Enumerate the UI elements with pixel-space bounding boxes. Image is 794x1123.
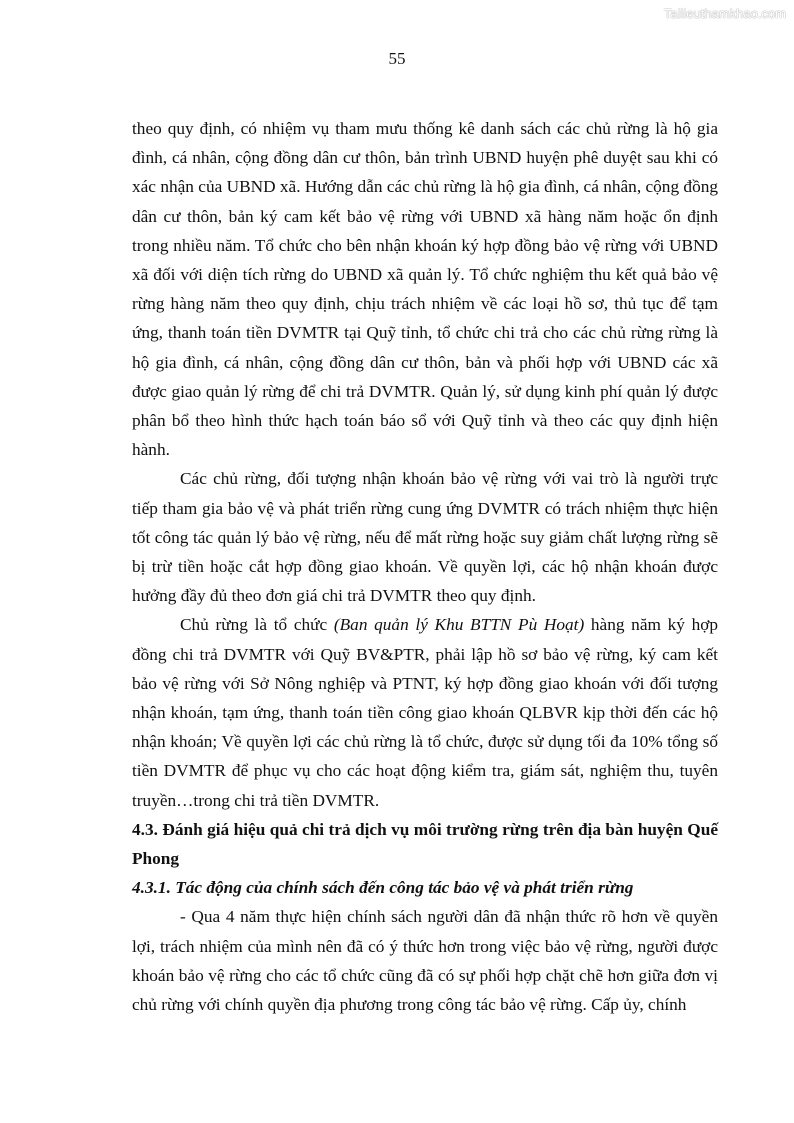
- watermark-text: Tailieuthamkhao.com: [663, 6, 786, 21]
- paragraph-organization-owner: [132, 610, 718, 814]
- italic-organization-name: (Ban quản lý Khu BTTN Pù Hoạt): [333, 615, 585, 635]
- document-body: [132, 114, 718, 1019]
- paragraph-text: hàng năm ký hợp đồng chi trả DVMTR với Quỹ BV&PTR, phải lập hồ sơ bảo vệ rừng, ký cam kết bảo vệ rừng với Sở Nông nghiệp và PTNT, ký hợp đồng giao khoán với đối tượng nhận khoán, tạm ứng, thanh toán tiền công giao khoán QLBVR kịp thời đến các hộ nhận khoán; Về quyền lợi các chủ rừng là tổ chức, được sử dụng tối đa 10% tổng số tiền DVMTR để phục vụ cho các hoạt động kiểm tra, giám sát, nghiệm thu, tuyên truyền…trong chi trả tiền DVMTR.: [132, 615, 718, 810]
- paragraph-policy-impact: - Qua 4 năm thực hiện chính sách người dân đã nhận thức rõ hơn về quyền lợi, trách nhiệm của mình nên đã có ý thức hơn trong việc bảo vệ rừng, người được khoán bảo vệ rừng cho các tổ chức cũng đã có sự phối hợp chặt chẽ hơn giữa đơn vị chủ rừng với chính quyền địa phương trong công tác bảo vệ rừng. Cấp ủy, chính: [132, 907, 718, 1015]
- section-heading: 4.3. Đánh giá hiệu quả chi trả dịch vụ môi trường rừng trên địa bàn huyện Quế Phong: [132, 819, 718, 869]
- subsection-heading: 4.3.1. Tác động của chính sách đến công tác bảo vệ và phát triển rừng: [132, 878, 634, 898]
- page-number: 55: [388, 49, 406, 68]
- paragraph-continuation: theo quy định, có nhiệm vụ tham mưu thống kê danh sách các chủ rừng là hộ gia đình, cá nhân, cộng đồng dân cư thôn, bản trình UBND huyện phê duyệt sau khi có xác nhận của UBND xã. Hướng dẫn các chủ rừng là hộ gia đình, cá nhân, cộng đồng dân cư thôn, bản ký cam kết bảo vệ rừng với UBND xã hàng năm hoặc ổn định trong nhiều năm. Tổ chức cho bên nhận khoán ký hợp đồng bảo vệ rừng với UBND xã đối với diện tích rừng do UBND xã quản lý. Tổ chức nghiệm thu kết quả bảo vệ rừng hàng năm theo quy định, chịu trách nhiệm về các loại hồ sơ, thủ tục để tạm ứng, thanh toán tiền DVMTR tại Quỹ tỉnh, tổ chức chi trả cho các chủ rừng rừng là hộ gia đình, cá nhân, cộng đồng dân cư thôn, bản và phối hợp với UBND các xã được giao quản lý rừng để chi trả DVMTR. Quản lý, sử dụng kinh phí quản lý được phân bổ theo hình thức hạch toán báo sổ với Quỹ tỉnh và theo các quy định hiện hành.: [132, 119, 718, 460]
- paragraph-text: Chủ rừng là tổ chức: [180, 615, 334, 635]
- paragraph-forest-owners: Các chủ rừng, đối tượng nhận khoán bảo vệ rừng với vai trò là người trực tiếp tham gia bảo vệ và phát triển rừng cung ứng DVMTR có trách nhiệm thực hiện tốt công tác quản lý bảo vệ rừng, nếu để mất rừng hoặc suy giảm chất lượng rừng sẽ bị trừ tiền hoặc cắt hợp đồng giao khoán. Về quyền lợi, các hộ nhận khoán được hưởng đầy đủ theo đơn giá chi trả DVMTR theo quy định.: [132, 469, 718, 606]
